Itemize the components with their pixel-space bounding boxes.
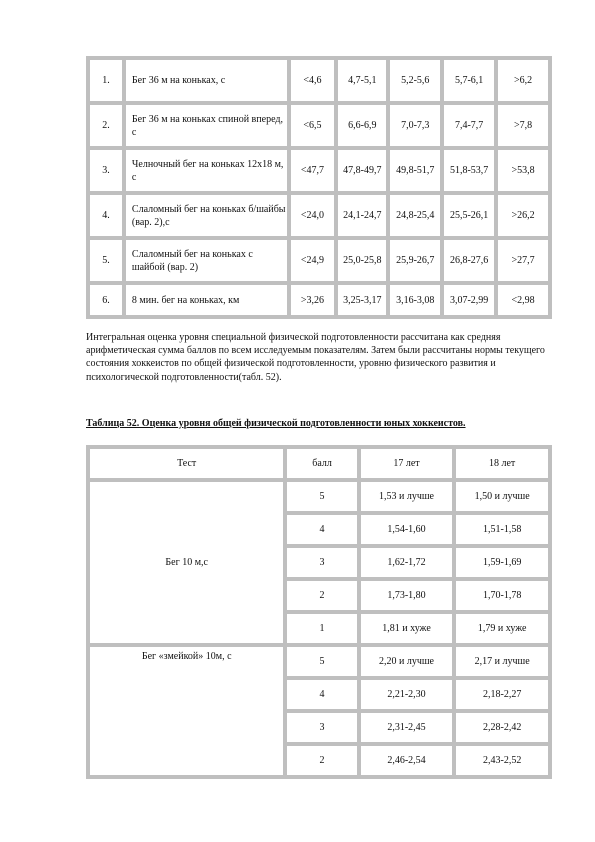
norm-value: <6,5 xyxy=(289,103,337,148)
table-row xyxy=(88,103,550,148)
norm-value: 49,8-51,7 xyxy=(388,148,442,193)
norm-value: >3,26 xyxy=(289,283,337,317)
test-name: Бег 36 м на коньках спиной вперед, с xyxy=(124,103,289,148)
ball-value: 4 xyxy=(285,678,358,711)
test-name: Слаломный бег на коньках с шайбой (вар. 2) xyxy=(124,238,289,283)
ball-value: 1 xyxy=(285,612,358,645)
age-18-value: 1,50 и лучше xyxy=(454,480,550,513)
ball-value: 2 xyxy=(285,579,358,612)
age-18-value: 2,43-2,52 xyxy=(454,744,550,777)
table-header-row xyxy=(88,447,550,480)
norm-value: 5,7-6,1 xyxy=(442,58,496,103)
header-ball: балл xyxy=(285,447,358,480)
test-name: 8 мин. бег на коньках, км xyxy=(124,283,289,317)
age-17-value: 2,21-2,30 xyxy=(359,678,455,711)
norm-value: <24,0 xyxy=(289,193,337,238)
age-18-value: 1,59-1,69 xyxy=(454,546,550,579)
row-number: 6. xyxy=(88,283,124,317)
test-name: Бег «змейкой» 10м, с xyxy=(88,645,285,777)
ball-value: 5 xyxy=(285,645,358,678)
norm-value: >27,7 xyxy=(496,238,550,283)
norm-value: 7,4-7,7 xyxy=(442,103,496,148)
age-17-value: 1,73-1,80 xyxy=(359,579,455,612)
norm-value: >6,2 xyxy=(496,58,550,103)
test-name: Челночный бег на коньках 12х18 м, с xyxy=(124,148,289,193)
table-row xyxy=(88,283,550,317)
age-18-value: 2,17 и лучше xyxy=(454,645,550,678)
norm-value: <2,98 xyxy=(496,283,550,317)
norm-value: <47,7 xyxy=(289,148,337,193)
norm-value: 5,2-5,6 xyxy=(388,58,442,103)
ball-value: 3 xyxy=(285,711,358,744)
table-row xyxy=(88,645,550,678)
ball-value: 5 xyxy=(285,480,358,513)
test-name: Слаломный бег на коньках б/шайбы (вар. 2),с xyxy=(124,193,289,238)
age-17-value: 1,54-1,60 xyxy=(359,513,455,546)
norm-value: 24,8-25,4 xyxy=(388,193,442,238)
norm-value: 3,07-2,99 xyxy=(442,283,496,317)
test-name: Бег 10 м,с xyxy=(88,480,285,645)
table-row xyxy=(88,58,550,103)
row-number: 1. xyxy=(88,58,124,103)
age-17-value: 2,31-2,45 xyxy=(359,711,455,744)
age-17-value: 1,81 и хуже xyxy=(359,612,455,645)
test-name: Бег 36 м на коньках, с xyxy=(124,58,289,103)
row-number: 3. xyxy=(88,148,124,193)
norm-value: <4,6 xyxy=(289,58,337,103)
age-17-value: 1,62-1,72 xyxy=(359,546,455,579)
norm-value: 25,9-26,7 xyxy=(388,238,442,283)
age-17-value: 2,20 и лучше xyxy=(359,645,455,678)
table-row xyxy=(88,480,550,513)
norm-value: 25,5-26,1 xyxy=(442,193,496,238)
norm-value: 3,25-3,17 xyxy=(336,283,388,317)
norm-value: 6,6-6,9 xyxy=(336,103,388,148)
age-18-value: 1,70-1,78 xyxy=(454,579,550,612)
norms-table-general xyxy=(86,445,552,779)
norm-value: >26,2 xyxy=(496,193,550,238)
norm-value: 51,8-53,7 xyxy=(442,148,496,193)
norm-value: 25,0-25,8 xyxy=(336,238,388,283)
norm-value: 4,7-5,1 xyxy=(336,58,388,103)
norm-value: 3,16-3,08 xyxy=(388,283,442,317)
ball-value: 3 xyxy=(285,546,358,579)
header-age-18: 18 лет xyxy=(454,447,550,480)
table-row xyxy=(88,193,550,238)
table-row xyxy=(88,148,550,193)
header-test: Тест xyxy=(88,447,285,480)
age-18-value: 1,51-1,58 xyxy=(454,513,550,546)
header-age-17: 17 лет xyxy=(359,447,455,480)
age-17-value: 2,46-2,54 xyxy=(359,744,455,777)
table-row xyxy=(88,238,550,283)
norms-table-special xyxy=(86,56,552,319)
body-paragraph: Интегральная оценка уровня специальной физической подготовленности рассчитана как средняя арифметическая сумма баллов по всем исследуемым показателям. Затем были рассчитаны нормы текущего состояния хоккеистов по общей физической подготовленности, уровню физического развития и психологической подготовленности(табл. 52). xyxy=(86,332,545,383)
norm-value: 47,8-49,7 xyxy=(336,148,388,193)
ball-value: 4 xyxy=(285,513,358,546)
norm-value: >7,8 xyxy=(496,103,550,148)
table-caption: Таблица 52. Оценка уровня общей физической подготовленности юных хоккеистов. xyxy=(86,418,466,429)
norm-value: 24,1-24,7 xyxy=(336,193,388,238)
age-17-value: 1,53 и лучше xyxy=(359,480,455,513)
norm-value: 26,8-27,6 xyxy=(442,238,496,283)
ball-value: 2 xyxy=(285,744,358,777)
row-number: 4. xyxy=(88,193,124,238)
norm-value: 7,0-7,3 xyxy=(388,103,442,148)
row-number: 5. xyxy=(88,238,124,283)
age-18-value: 2,18-2,27 xyxy=(454,678,550,711)
norm-value: <24,9 xyxy=(289,238,337,283)
row-number: 2. xyxy=(88,103,124,148)
age-18-value: 1,79 и хуже xyxy=(454,612,550,645)
age-18-value: 2,28-2,42 xyxy=(454,711,550,744)
norm-value: >53,8 xyxy=(496,148,550,193)
